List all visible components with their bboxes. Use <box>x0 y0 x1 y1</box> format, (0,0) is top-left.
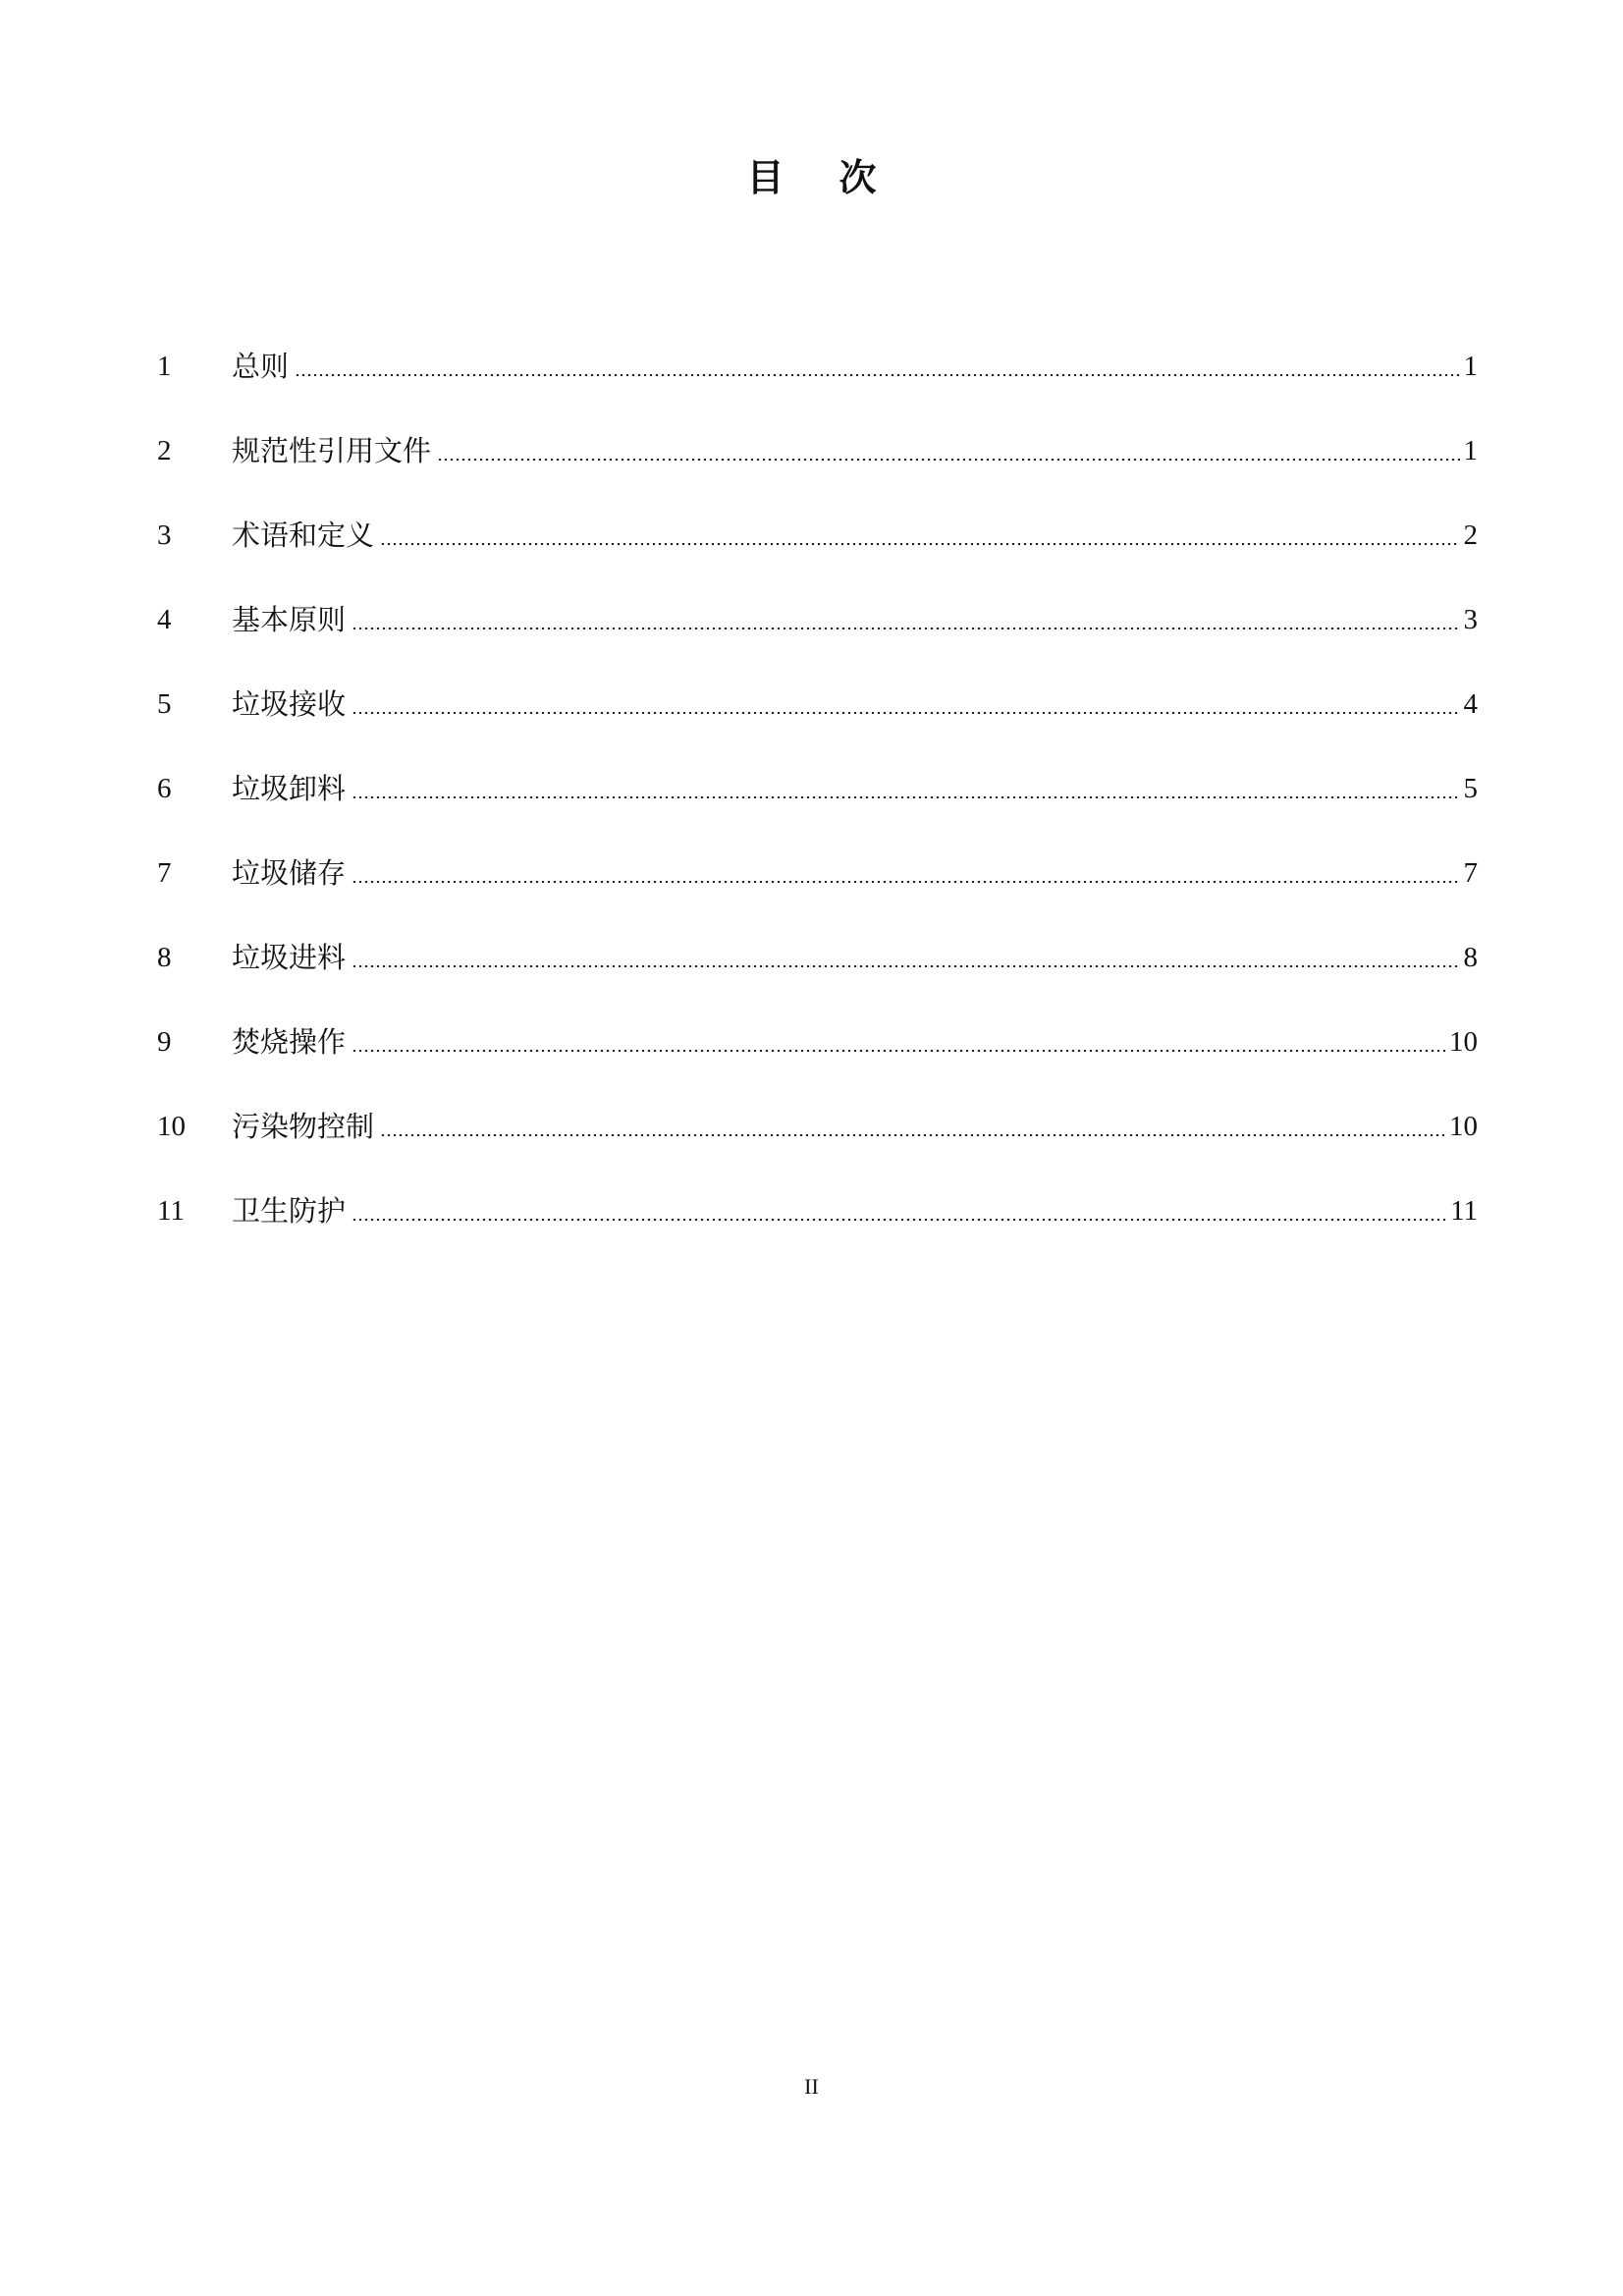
toc-entry-10[interactable] <box>157 1084 1478 1169</box>
toc-entry-title: 总则 <box>232 347 295 386</box>
dot-leader <box>352 712 1459 714</box>
toc-entry-7[interactable] <box>157 831 1478 915</box>
toc-entry-title: 卫生防护 <box>232 1191 352 1230</box>
toc-entry-title: 垃圾进料 <box>232 938 352 977</box>
toc-entry-title: 基本原则 <box>232 600 352 639</box>
toc-entry-3[interactable] <box>157 493 1478 577</box>
dot-leader <box>352 1219 1446 1221</box>
dot-leader <box>352 628 1459 629</box>
toc-entry-number: 1 <box>157 351 172 382</box>
toc-entry-number: 6 <box>157 773 172 804</box>
toc-entry-title: 污染物控制 <box>232 1107 380 1146</box>
dot-leader <box>352 1050 1445 1052</box>
toc-entry-page: 8 <box>1463 942 1478 973</box>
toc-entry-number: 7 <box>157 857 172 889</box>
dot-leader <box>437 459 1459 461</box>
dot-leader <box>380 543 1459 545</box>
dot-leader <box>352 881 1459 883</box>
toc-entry-page: 5 <box>1463 773 1478 804</box>
toc-entry-page: 4 <box>1463 688 1478 720</box>
toc-entry-4[interactable] <box>157 577 1478 662</box>
dot-leader <box>295 374 1459 376</box>
toc-entry-2[interactable] <box>157 409 1478 493</box>
toc-entry-number: 4 <box>157 604 172 635</box>
dot-leader <box>352 965 1459 967</box>
toc-entry-page: 1 <box>1463 435 1478 466</box>
toc-entry-1[interactable] <box>157 324 1478 409</box>
table-of-contents <box>157 324 1478 1253</box>
toc-entry-title: 垃圾卸料 <box>232 769 352 808</box>
toc-entry-9[interactable] <box>157 1000 1478 1084</box>
toc-entry-number: 5 <box>157 688 172 720</box>
toc-entry-page: 10 <box>1449 1111 1478 1142</box>
toc-entry-number: 2 <box>157 435 172 466</box>
dot-leader <box>380 1134 1445 1136</box>
toc-entry-number: 3 <box>157 519 172 551</box>
toc-entry-8[interactable] <box>157 915 1478 1000</box>
page-number: II <box>804 2074 819 2099</box>
toc-entry-number: 10 <box>157 1111 186 1142</box>
toc-entry-page: 3 <box>1463 604 1478 635</box>
toc-entry-title: 焚烧操作 <box>232 1022 352 1062</box>
toc-entry-page: 10 <box>1449 1026 1478 1058</box>
toc-entry-title: 垃圾储存 <box>232 853 352 893</box>
toc-entry-page: 2 <box>1463 519 1478 551</box>
toc-entry-title: 垃圾接收 <box>232 684 352 724</box>
toc-entry-number: 8 <box>157 942 172 973</box>
toc-entry-page: 7 <box>1463 857 1478 889</box>
page-title <box>0 152 1623 203</box>
toc-entry-page: 1 <box>1463 351 1478 382</box>
page-title-part-2: 次 <box>839 156 877 199</box>
toc-entry-5[interactable] <box>157 662 1478 746</box>
toc-entry-number: 9 <box>157 1026 172 1058</box>
toc-entry-title: 规范性引用文件 <box>232 431 437 470</box>
page-title-part-1: 目 <box>746 156 784 199</box>
dot-leader <box>352 796 1459 798</box>
toc-entry-number: 11 <box>157 1195 185 1227</box>
toc-entry-6[interactable] <box>157 746 1478 831</box>
toc-entry-title: 术语和定义 <box>232 516 380 555</box>
toc-entry-page: 11 <box>1450 1195 1478 1227</box>
toc-entry-11[interactable] <box>157 1169 1478 1253</box>
